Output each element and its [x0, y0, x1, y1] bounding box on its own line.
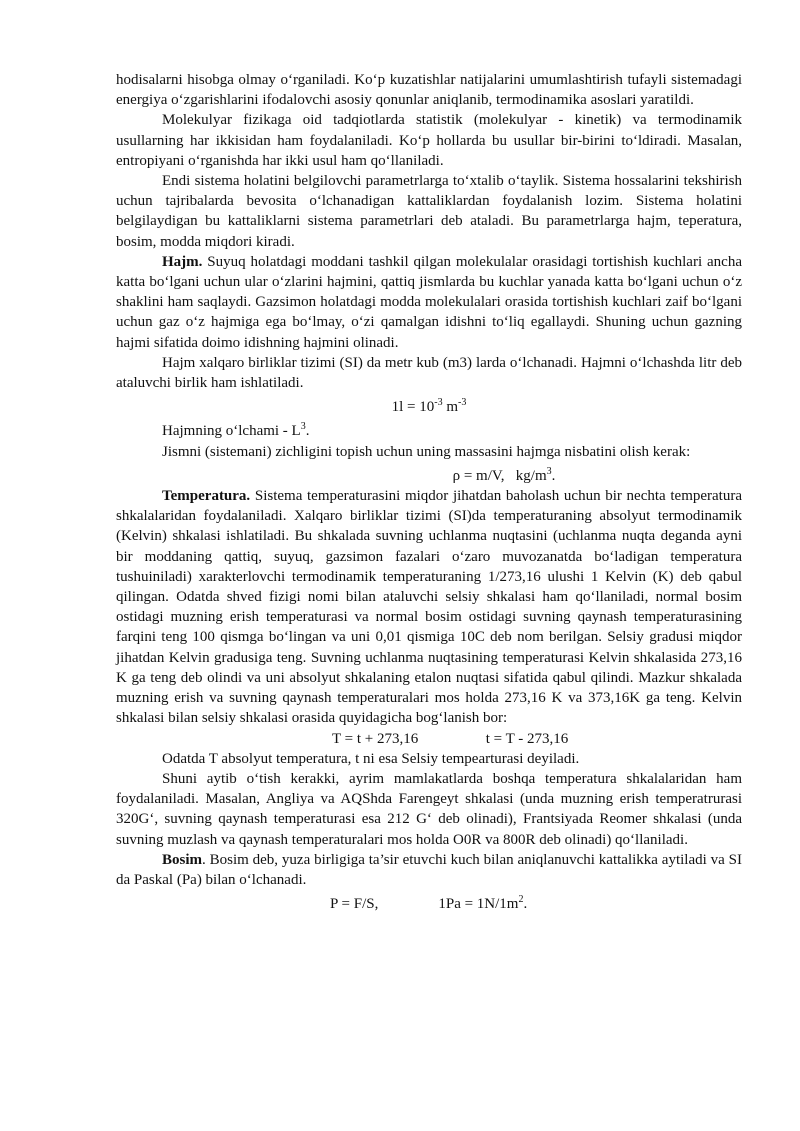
formula-exponent: 2 — [518, 894, 524, 906]
formula-text: ρ = m/V, kg/m — [452, 467, 547, 484]
formula-text: . — [523, 896, 528, 913]
paragraph-hajm — [116, 252, 742, 353]
formula-text: 1l = 10 — [391, 399, 435, 416]
formula-temperature: T = t + 273,16 t = T - 273,16 — [332, 730, 569, 747]
paragraph: Odatda T absolyut temperatura, t ni esa Selsiy tempearturasi deyiladi. — [162, 750, 580, 767]
section-heading-hajm: Hajm. — [162, 253, 203, 270]
paragraph: Molekulyar fizikaga oid tadqiotlarda statistik (molekulyar - kinetik) va termodinamik usullarning har ikkisidan ham foydalaniladi. Ko‘p hollarda bu usullar bir-birini to‘ldiradi. Masalan, entropiyani o‘rganishda har ikki usul ham qo‘llaniladi. — [116, 112, 742, 169]
formula-density — [116, 462, 742, 486]
formula-exponent: 3 — [546, 465, 552, 477]
paragraph: Jismni (sistemani) zichligini topish uchun uning massasini hajmga nisbatini olish kerak: — [162, 443, 691, 460]
formula-exponent: -3 — [434, 397, 443, 409]
section-heading-temperatura: Temperatura. — [162, 488, 251, 505]
formula-exponent: 3 — [300, 421, 306, 433]
section-heading-bosim: Bosim — [162, 851, 203, 868]
paragraph-text: Hajmning o‘lchami - L — [162, 423, 301, 440]
paragraph-dimension — [116, 417, 742, 441]
paragraph-text: . — [305, 423, 310, 440]
paragraph-temperatura — [116, 486, 742, 728]
document-page — [116, 70, 742, 914]
paragraph: Endi sistema holatini belgilovchi parametrlarga to‘xtalib o‘taylik. Sistema hossalarini tekshirish uchun tajribalarda bevosita o‘lchanadigan kattaliklardan foydalanish lozim. Sistema holatini belgilaydigan bu kattaliklarni sistema parametrlari deb ataladi. Bu parametrlarga hajm, teperatura, bosim, modda miqdori kiradi. — [116, 173, 742, 250]
formula-litre — [116, 393, 742, 417]
formula-pressure — [116, 890, 742, 914]
paragraph-bosim — [116, 850, 742, 890]
paragraph: Hajm xalqaro birliklar tizimi (SI) da metr kub (m3) larda o‘lchanadi. Hajmni o‘lchashda litr deb ataluvchi birlik ham ishlatiladi. — [116, 354, 742, 392]
paragraph: Shuni aytib o‘tish kerakki, ayrim mamlakatlarda boshqa temperatura shkalalaridan ham foydalaniladi. Masalan, Angliya va AQShda Farengeyt shkalasi (unda muzning erish temperatrurasi 320G‘, suvning qaynash temperaturasi esa 212 G‘ deb olinadi), Frantsiyada Reomer shkalasi (unda suvning muzlash va qaynash temperaturalari mos holda O0R va 800R deb olinadi) qo‘llaniladi. — [116, 770, 742, 848]
paragraph-text: Sistema temperaturasini miqdor jihatdan baholash uchun bir nechta temperatura shkalalaridan foydalaniladi. Xalqaro birliklar tizimi (SI)da temperaturaning absolyut termodinamik (Kelvin) shkalasi ishlatiladi. Bu shkalada suvning uchlanma nuqtasini (uchlanma nuqta deganda ayni bir moddaning qattiq, suyuq, gazsimon fazalari o‘zaro muvozanatda bo‘ladigan temperatura tushuiniladi) xarakterlovchi termodinamik temperaturaning 1/273,16 ulushi 1 Kelvin (K) deb qabul qilingan. Odatda shved fizigi nomi bilan ataluvchi selsiy shkalasi ham qo‘llaniladi, normal bosim ostidagi muzning erish temperaturasi va normal bosim ostidagi suvning qaynash temperaturasining farqini teng 100 qismga bo‘lingan va uni 0,01 qismiga 10C deb nom berilgan. Selsiy gradusi miqdor jihatdan Kelvin gradusiga teng. Suvning uchlanma nuqtasining temperaturasi Kelvin shkalasida 273,16 K ga teng deb olindi va uni absolyut shkalaning etalon nuqtasi sifatida qabul qilindi. Mazkur shkalada muzning erish va suvning qaynash temperaturalari mos holda 273,16 K va 373,16K ga teng. Kelvin shkalasi bilan selsiy shkalasi orasida quyidagicha bog‘lanish bor: — [116, 488, 742, 727]
formula-text: P = F/S, 1Pa = 1N/1m — [330, 896, 519, 913]
paragraph-text: Suyuq holatdagi moddani tashkil qilgan molekulalar orasidagi tortishish kuchlari ancha katta bo‘lgani uchun ular o‘zlarini hajmini, qattiq jismlarda bu kuchlar yanada katta bo‘lgani uchun o‘z shaklini ham saqlaydi. Gazsimon holatdagi modda molekulalari orasida tortishish kuchlari zaif bo‘lgani uchun gaz o‘z hajmiga ega bo‘lmay, o‘zi qamalgan idishni to‘liq egallaydi. Shuning uchun gazning hajmi sifatida doimo idishning hajmini olinadi. — [116, 253, 742, 351]
formula-exponent: -3 — [458, 397, 467, 409]
formula-text: m — [442, 399, 459, 416]
paragraph-text: . Bosim deb, yuza birligiga ta’sir etuvchi kuch bilan aniqlanuvchi kattalikka aytiladi va SI da Paskal (Pa) bilan o‘lchanadi. — [116, 851, 742, 888]
formula-text: . — [551, 467, 556, 484]
paragraph: hodisalarni hisobga olmay o‘rganiladi. Ko‘p kuzatishlar natijalarini umumlashtirish tufayli sistemadagi energiya o‘zgarishlarini ifodalovchi asosiy qonunlar aniqlanib, termodinamika asoslari yaratildi. — [116, 72, 742, 109]
